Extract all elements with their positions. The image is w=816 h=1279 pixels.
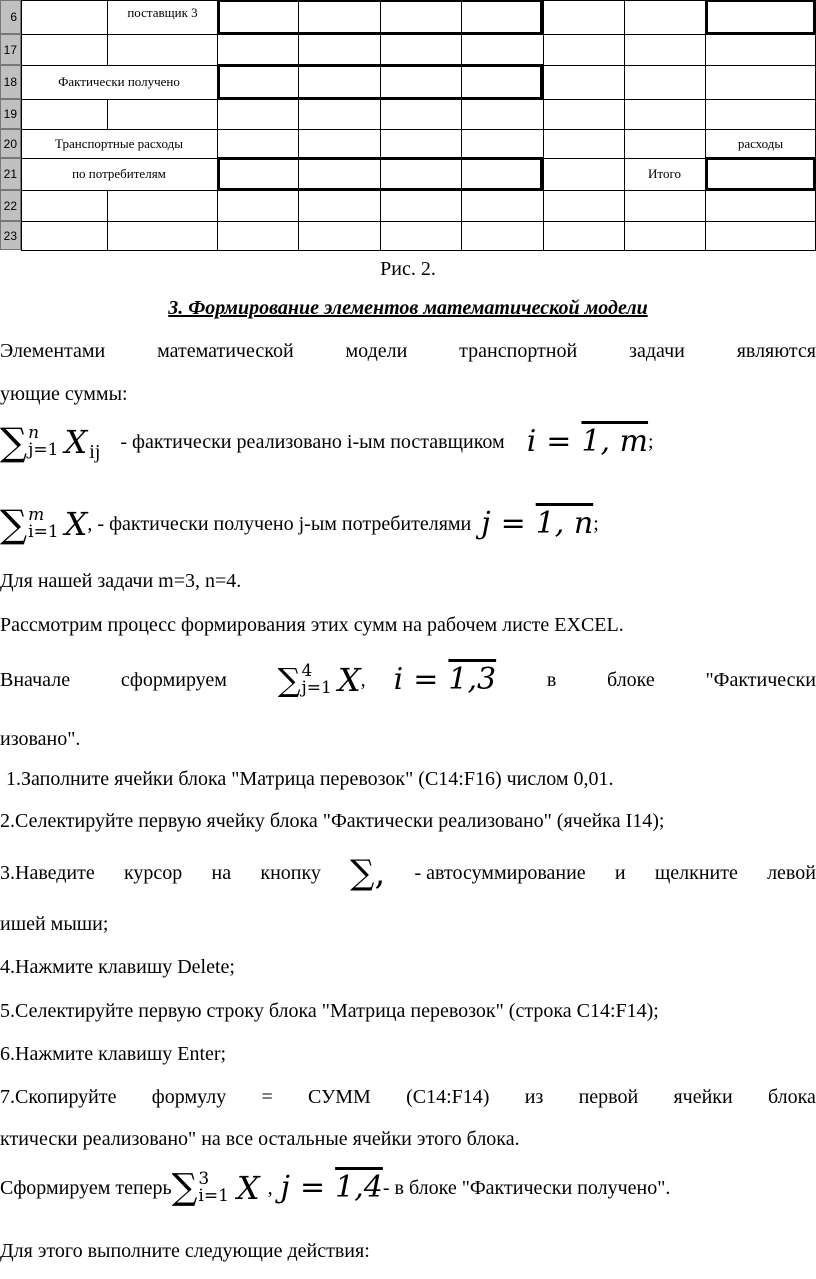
intro-word: являются: [736, 340, 816, 362]
grid-line-h: [21, 129, 816, 130]
sum-variable: X: [64, 504, 88, 543]
grid-line-v: [461, 221, 462, 250]
step-3-line-2: ишей мыши;: [0, 913, 109, 935]
grid-line-v: [298, 221, 299, 250]
word: блока: [767, 1086, 816, 1108]
intro-word: модели: [345, 340, 408, 362]
word: ячейки: [673, 1086, 733, 1108]
grid-line-v: [543, 129, 544, 158]
word: =: [261, 1086, 273, 1108]
row-header[interactable]: 19: [0, 99, 21, 129]
comma: ,: [360, 668, 366, 691]
word: левой: [767, 861, 816, 884]
step-7-line-2: ктически реализовано" на все остальные ячейки этого блока.: [0, 1128, 520, 1150]
formula-1-line: [0, 420, 654, 464]
grid-line-v: [705, 221, 706, 250]
grid-line-v: [21, 190, 22, 221]
step-7-line-1: [0, 1086, 816, 1109]
range-var: i: [526, 423, 537, 459]
range-var: i: [393, 662, 404, 698]
word: Сформируем теперь: [0, 1176, 172, 1199]
intro-word: математической: [157, 340, 294, 362]
grid-line-v: [380, 190, 381, 221]
grid-line-v: [705, 34, 706, 65]
sum-upper: m: [28, 505, 45, 525]
word: - автосуммирование: [414, 861, 586, 884]
task-line: Для нашей задачи m=3, n=4.: [0, 570, 242, 592]
grid-line-v: [217, 129, 218, 158]
formula-1-text: - фактически реализовано i-ым поставщиком: [120, 430, 505, 453]
grid-line-v: [217, 190, 218, 221]
first-form-line-2: изовано".: [0, 728, 81, 750]
word: из: [524, 1086, 544, 1108]
word: на: [211, 861, 232, 884]
figure-caption: Рис. 2.: [380, 258, 436, 280]
grid-line-v: [380, 129, 381, 158]
grid-line-v: [624, 99, 625, 129]
grid-line-v: [705, 65, 706, 99]
intro-line-1: [0, 340, 816, 363]
sum-variable: X: [337, 661, 361, 699]
sum-limits: [28, 507, 59, 541]
equals: =: [546, 423, 572, 459]
sum-lower: i=1: [198, 1186, 229, 1207]
grid-line-v: [543, 221, 544, 250]
sum-variable: X: [64, 422, 88, 461]
word: формулу: [151, 1086, 227, 1108]
grid-line-v: [21, 34, 22, 65]
word: 3.Наведите: [0, 861, 95, 884]
sum-symbol: ∑: [0, 420, 28, 464]
thick-border-block: [217, 157, 543, 191]
consider-line: Рассмотрим процесс формирования этих сумм на рабочем листе EXCEL.: [0, 614, 624, 636]
grid-line-v: [461, 129, 462, 158]
sum-upper: n: [28, 423, 40, 443]
grid-line-v: [624, 190, 625, 221]
grid-line-v: [543, 190, 544, 221]
grid-line-v: [380, 34, 381, 65]
grid-line-v: [543, 0, 544, 34]
grid-line-v: [217, 34, 218, 65]
grid-line-v: [107, 221, 108, 250]
sum-limits: [198, 1171, 229, 1205]
cell-label: Транспортные расходы: [55, 135, 183, 151]
range-value: 1,3: [448, 662, 497, 698]
formula-2-tail: ;: [593, 512, 599, 535]
range-value: 1,4: [335, 1170, 383, 1206]
grid-line-v: [107, 190, 108, 221]
second-form-tail: - в блоке "Фактически получено".: [382, 1176, 671, 1199]
word: курсор: [124, 861, 183, 884]
step-5: 5.Селектируйте первую строку блока "Матрица перевозок" (строка C14:F14);: [0, 1000, 659, 1022]
equals: =: [299, 1170, 326, 1206]
equals: =: [413, 662, 439, 698]
step-4: 4.Нажмите клавишу Delete;: [0, 956, 235, 978]
row-header[interactable]: 23: [0, 221, 21, 250]
grid-line-v: [21, 0, 22, 34]
grid-line-v: [298, 34, 299, 65]
sum-symbol: ∑: [277, 661, 301, 700]
grid-line-h: [21, 250, 816, 251]
sum-symbol: ∑: [0, 502, 28, 546]
section-heading: 3. Формирование элементов математической модели: [168, 297, 648, 319]
thick-border-block: [705, 157, 816, 191]
sum-subscript: ij: [89, 440, 101, 463]
row-header[interactable]: 20: [0, 129, 21, 158]
autosum-icon: ∑,: [350, 853, 386, 893]
grid-line-v: [705, 190, 706, 221]
sum-limits: [28, 425, 58, 459]
word: СУММ: [308, 1086, 371, 1108]
grid-line-v: [624, 34, 625, 65]
grid-line-v: [624, 65, 625, 99]
sum-lower: j=1: [28, 440, 59, 460]
sum-lower: i=1: [28, 522, 59, 542]
row-header[interactable]: 22: [0, 190, 21, 221]
grid-line-v: [543, 158, 544, 190]
grid-line-v: [461, 99, 462, 129]
thick-border-block: [705, 0, 816, 35]
range-value: 1, n: [535, 505, 594, 541]
grid-line-v: [107, 34, 108, 65]
grid-line-v: [705, 99, 706, 129]
sum-symbol: ∑: [171, 1167, 198, 1209]
word: кнопку: [260, 861, 321, 884]
word: щелкните: [654, 861, 738, 884]
word: Вначале: [0, 668, 71, 691]
range-var: j: [280, 1170, 290, 1206]
grid-line-v: [624, 129, 625, 158]
grid-line-v: [543, 65, 544, 99]
intro-word: задачи: [629, 340, 685, 362]
step-3-line-1: [0, 853, 816, 893]
intro-word: Элементами: [0, 340, 106, 362]
grid-line-v: [461, 34, 462, 65]
word: в: [546, 668, 557, 691]
formula-2-text: , - фактически получено j-ым потребителями: [87, 512, 472, 535]
grid-line-v: [21, 99, 22, 129]
thick-border-block: [217, 0, 543, 35]
sum-expression: [278, 662, 496, 699]
grid-line-v: [298, 190, 299, 221]
grid-line-v: [298, 129, 299, 158]
formula-1-tail: ;: [648, 430, 654, 453]
word: "Фактически: [705, 668, 816, 691]
row-header[interactable]: 6: [0, 0, 21, 34]
first-form-line: [0, 662, 816, 699]
grid-line-v: [624, 0, 625, 34]
step-6: 6.Нажмите клавишу Enter;: [0, 1043, 227, 1065]
sum-lower: j=1: [301, 678, 332, 699]
spreadsheet-fragment: [0, 0, 816, 250]
grid-line-v: [217, 221, 218, 250]
word: 7.Скопируйте: [0, 1086, 117, 1108]
grid-line-v: [21, 221, 22, 250]
intro-word: транспортной: [459, 340, 578, 362]
range-value: 1, m: [581, 423, 649, 459]
grid-line-v: [380, 99, 381, 129]
grid-line-v: [543, 34, 544, 65]
cell-itogo: Итого: [648, 166, 681, 181]
word: блоке: [607, 668, 655, 691]
cell-label: по потребителям: [72, 166, 166, 181]
grid-line-h: [21, 221, 816, 222]
sum-upper: 4: [301, 661, 313, 682]
sum-upper: 3: [198, 1169, 210, 1190]
cell-label: поставщик 3: [127, 5, 198, 20]
word: первой: [578, 1086, 639, 1108]
equals: =: [500, 505, 526, 541]
intro-line-2: ующие суммы:: [0, 383, 128, 405]
second-form-line: [0, 1167, 671, 1209]
step-1: 1.Заполните ячейки блока "Матрица перевозок" (C14:F16) числом 0,01.: [6, 768, 614, 790]
grid-line-v: [217, 99, 218, 129]
comma: ,: [267, 1176, 273, 1199]
row-header[interactable]: 17: [0, 34, 21, 65]
thick-border-block: [217, 64, 543, 100]
grid-line-v: [461, 190, 462, 221]
row-header[interactable]: 18: [0, 65, 21, 99]
word: (C14:F14): [406, 1086, 490, 1108]
last-line: Для этого выполните следующие действия:: [0, 1240, 370, 1262]
grid-line-v: [624, 221, 625, 250]
grid-line-v: [543, 99, 544, 129]
word: и: [614, 861, 626, 884]
grid-line-v: [107, 0, 108, 34]
row-header[interactable]: 21: [0, 158, 21, 190]
grid-line-v: [107, 99, 108, 129]
sum-variable: X: [236, 1169, 260, 1207]
grid-line-v: [380, 221, 381, 250]
range-var: j: [481, 505, 491, 541]
formula-2-line: [0, 502, 599, 546]
cell-label: Фактически получено: [58, 74, 180, 89]
cell-label-right: расходы: [737, 135, 784, 151]
grid-line-v: [298, 99, 299, 129]
word: сформируем: [120, 668, 227, 691]
sum-limits: [302, 663, 332, 697]
step-2: 2.Селектируйте первую ячейку блока "Фактически реализовано" (ячейка I14);: [0, 810, 665, 832]
